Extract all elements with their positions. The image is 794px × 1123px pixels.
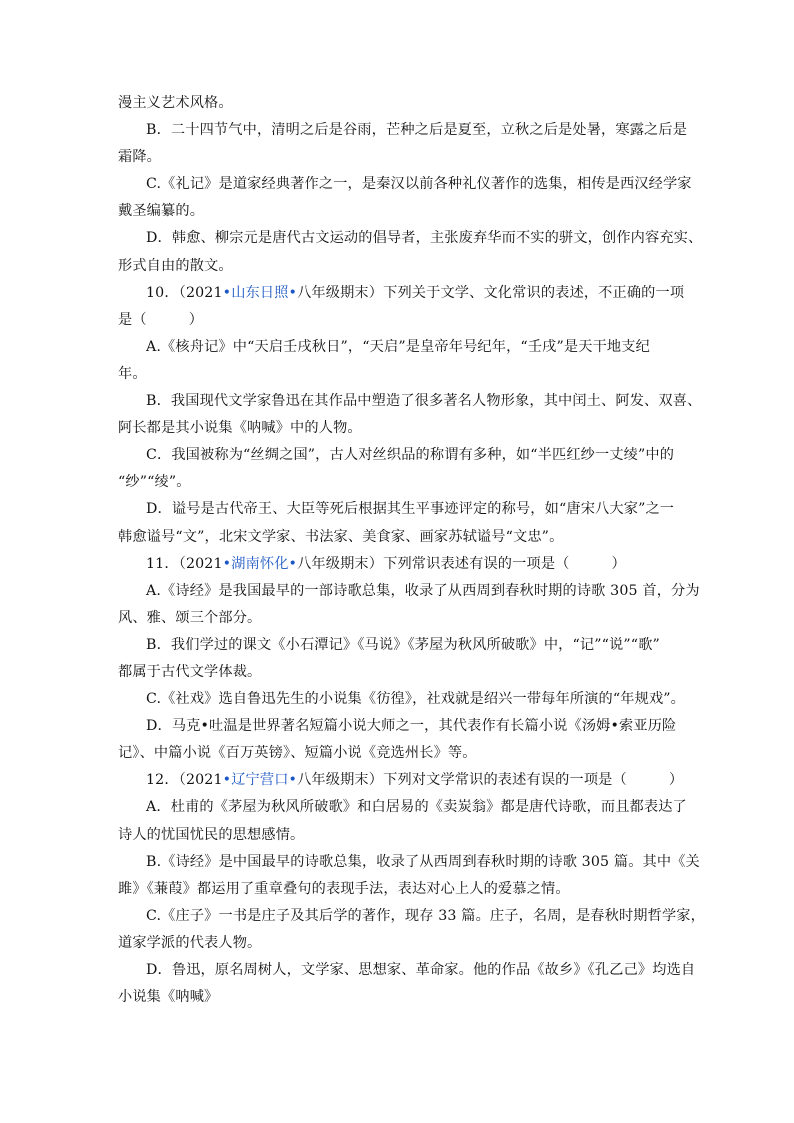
q12-option-b: B.《诗经》是中国最早的诗歌总集，收录了从西周到春秋时期的诗歌 305 篇。其中《关 [146,853,700,870]
q11-source-open: （2021 [178,555,223,572]
q10-stem [118,280,685,307]
q12-option-b-cont: 雎》《蒹葭》都运用了重章叠句的表现手法，表达对心上人的爱慕之情。 [118,880,570,897]
q12-option-a-cont: 诗人的忧国忧民的思想感情。 [118,826,305,843]
q10-answer-open: 是（ [118,311,147,328]
q11-source-region: 湖南怀化 [231,555,289,572]
q11-option-b-cont: 都属于古代文学体裁。 [118,663,262,680]
q10-source-region: 山东日照 [231,284,289,301]
q9-option-b: B．二十四节气中，清明之后是谷雨，芒种之后是夏至，立秋之后是处暑，寒露之后是 [146,122,688,139]
q10-option-c-cont: “纱”“绫”。 [118,474,191,491]
q10-option-d-cont: 韩愈谥号“文”，北宋文学家、书法家、美食家、画家苏轼谥号“文忠”。 [118,528,564,545]
q12-number: 12． [146,772,179,789]
q12-source-open: （2021 [178,772,223,789]
q10-option-d: D．谥号是古代帝王、大臣等死后根据其生平事迹评定的称号，如“唐宋八大家”之一 [146,501,675,518]
q12-option-a: A．杜甫的《茅屋为秋风所破歌》和白居易的《卖炭翁》都是唐代诗歌，而且都表达了 [146,799,687,816]
q9-option-b-cont: 霜降。 [118,149,162,166]
q9-option-c: C.《礼记》是道家经典著作之一，是秦汉以前各种礼仪著作的选集，相传是西汉经学家 [146,176,692,193]
q12-option-d: D．鲁迅，原名周树人，文学家、思想家、革命家。他的作品《故乡》《孔乙己》均选自 [146,962,696,978]
q10-option-b: B．我国现代文学家鲁迅在其作品中塑造了很多著名人物形象，其中闰土、阿发、双喜、 [146,393,702,410]
q11-source-dot: • [222,555,232,572]
q12-source-dot: • [222,772,232,789]
q12-source-dot: • [288,772,298,789]
q11-option-a: A.《诗经》是我国最早的一部诗歌总集，收录了从西周到春秋时期的诗歌 305 首，分为 [146,582,700,599]
q12-option-c: C.《庄子》一书是庄子及其后学的著作，现存 33 篇。庄子，名周，是春秋时期哲学家， [146,907,705,924]
q11-source-dot: • [288,555,298,572]
q12-answer-close: ） [668,772,684,789]
q9-option-a-end: 漫主义艺术风格。 [118,95,233,111]
q11-number: 11． [146,555,179,572]
q10-stem-text: 下列关于文学、文化常识的表述，不正确的一项 [383,284,685,301]
q11-option-c: C.《社戏》选自鲁迅先生的小说集《彷徨》，社戏就是绍兴一带每年所演的“年规戏”。 [146,691,686,708]
q11-answer-close: ） [611,555,626,572]
q12-source-grade: 八年级期末） [297,772,384,789]
q9-option-d-cont: 形式自由的散文。 [118,257,233,274]
q10-stem-cont [118,307,680,334]
q11-option-a-cont: 风、雅、颂三个部分。 [118,609,262,626]
q12-source-region: 辽宁营口 [231,772,289,789]
q12-option-c-cont: 道家学派的代表人物。 [118,934,262,951]
q12-option-d-cont: 小说集《呐喊》 [118,989,219,1006]
q10-source-dot: • [288,284,298,301]
q10-answer-close: ） [188,311,204,328]
q10-source-grade: 八年级期末） [297,284,384,301]
q11-stem [118,551,680,578]
q9-option-d: D．韩愈、柳宗元是唐代古文运动的倡导者，主张废弃华而不实的骈文，创作内容充实、 [146,230,703,247]
q10-number: 10． [146,284,179,301]
q9-option-c-cont: 戴圣编纂的。 [118,203,205,220]
q11-option-b: B．我们学过的课文《小石潭记》《马说》《茅屋为秋风所破歌》中，“记”“说”“歌” [146,636,660,653]
q10-option-a: A.《核舟记》中“天启壬戌秋日”，“天启”是皇帝年号纪年，“壬戌”是天干地支纪 [146,338,650,355]
q10-source-open: （2021 [178,284,223,301]
q10-source-dot: • [222,284,232,301]
question-list [118,90,705,1011]
q11-stem-text: 下列常识表述有误的一项是（ [383,555,570,572]
q10-option-c: C．我国被称为“丝绸之国”，古人对丝织品的称谓有多种，如“半匹红纱一丈绫”中的 [146,447,675,464]
q12-stem-text: 下列对文学常识的表述有误的一项是（ [383,772,627,789]
q12-stem [118,767,684,794]
q10-option-a-cont: 年。 [118,365,147,382]
q11-option-d: D．马克•吐温是世界著名短篇小说大师之一，其代表作有长篇小说《汤姆•索亚历险 [146,718,677,735]
q11-option-d-cont: 记》、中篇小说《百万英镑》、短篇小说《竞选州长》等。 [118,745,477,762]
q11-source-grade: 八年级期末） [297,555,384,572]
q10-option-b-cont: 阿长都是其小说集《呐喊》中的人物。 [118,420,362,437]
